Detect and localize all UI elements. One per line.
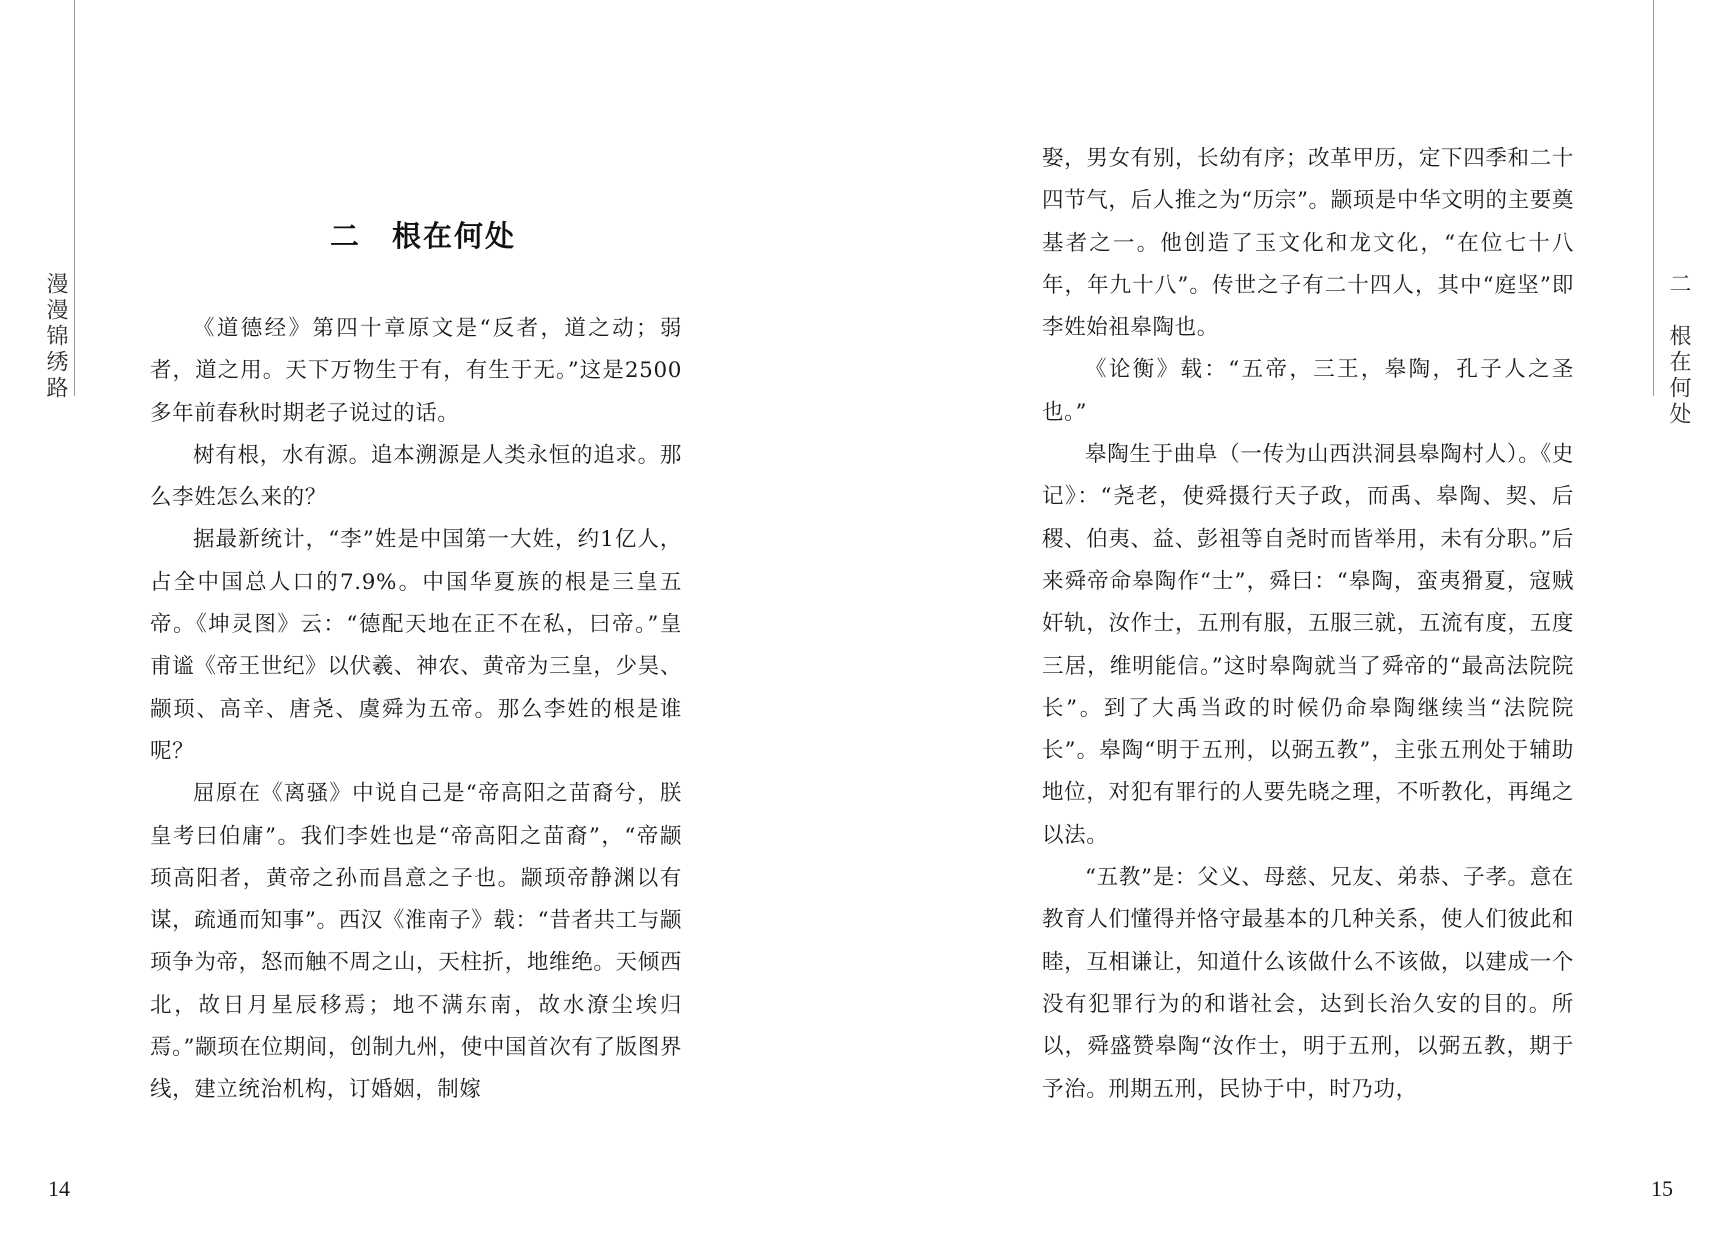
paragraph: “五教”是：父义、母慈、兄友、弟恭、子孝。意在教育人们懂得并恪守最基本的几种关系，使人们彼此和睦，互相谦让，知道什么该做什么不该做，以建成一个没有犯罪行为的和谐社会，达到长治久安的目的。所以，舜盛赞皋陶“汝作士，明于五刑，以弼五教，期于予治。刑期五刑，民协于中，时乃功，: [1042, 865, 1574, 1102]
chapter-title: 二 根在何处: [330, 219, 517, 253]
paragraph: 树有根，水有源。追本溯源是人类永恒的追求。那么李姓怎么来的？: [150, 442, 682, 511]
paragraph: 《道德经》第四十章原文是“反者，道之动；弱者，道之用。天下万物生于有，有生于无。”这是2500多年前春秋时期老子说过的话。: [150, 316, 682, 426]
page-number: 15: [1651, 1176, 1673, 1201]
right-body-text: [1042, 138, 1574, 1111]
left-page: [0, 0, 856, 1240]
book-title-running-head: 漫漫锦绣路: [43, 272, 68, 402]
paragraph: 《论衡》载：“五帝，三王，皋陶，孔子人之圣也。”: [1042, 357, 1574, 425]
paragraph: 娶，男女有别，长幼有序；改革甲历，定下四季和二十四节气，后人推之为“历宗”。颛顼是中华文明的主要奠基者之一。他创造了玉文化和龙文化，“在位七十八年，年九十八”。传世之子有二十四人，其中“庭坚”即李姓始祖皋陶也。: [1042, 146, 1574, 341]
paragraph: 皋陶生于曲阜（一传为山西洪洞县皋陶村人）。《史记》：“尧老，使舜摄行天子政，而禹、皋陶、契、后稷、伯夷、益、彭祖等自尧时而皆举用，未有分职。”后来舜帝命皋陶作“士”，舜曰：“皋陶，蛮夷猾夏，寇贼奸轨，汝作士，五刑有服，五服三就，五流有度，五度三居，维明能信。”这时皋陶就当了舜帝的“最高法院院长”。到了大禹当政的时候仍命皋陶继续当“法院院长”。皋陶“明于五刑，以弼五教”，主张五刑处于辅助地位，对犯有罪行的人要先晓之理，不听教化，再绳之以法。: [1042, 442, 1574, 848]
chapter-running-head: 二 根在何处: [1666, 272, 1691, 428]
paragraph: 据最新统计，“李”姓是中国第一大姓，约1亿人，占全中国总人口的7.9%。中国华夏族的根是三皇五帝。《坤灵图》云：“德配天地在正不在私，曰帝。”皇甫谧《帝王世纪》以伏羲、神农、黄帝为三皇，少昊、颛顼、高辛、唐尧、虞舜为五帝。那么李姓的根是谁呢？: [150, 527, 682, 764]
right-margin-rule: [1653, 0, 1654, 396]
paragraph: 屈原在《离骚》中说自己是“帝高阳之苗裔兮，朕皇考曰伯庸”。我们李姓也是“帝高阳之苗裔”，“帝颛顼高阳者，黄帝之孙而昌意之子也。颛顼帝静渊以有谋，疏通而知事”。西汉《淮南子》载：“昔者共工与颛顼争为帝，怒而触不周之山，天柱折，地维绝。天倾西北，故日月星辰移焉；地不满东南，故水潦尘埃归焉。”颛顼在位期间，创制九州，使中国首次有了版图界线，建立统治机构，订婚姻，制嫁: [150, 781, 682, 1103]
left-margin-rule: [74, 0, 75, 396]
page-number: 14: [48, 1176, 70, 1201]
left-body-text: [150, 308, 682, 1112]
